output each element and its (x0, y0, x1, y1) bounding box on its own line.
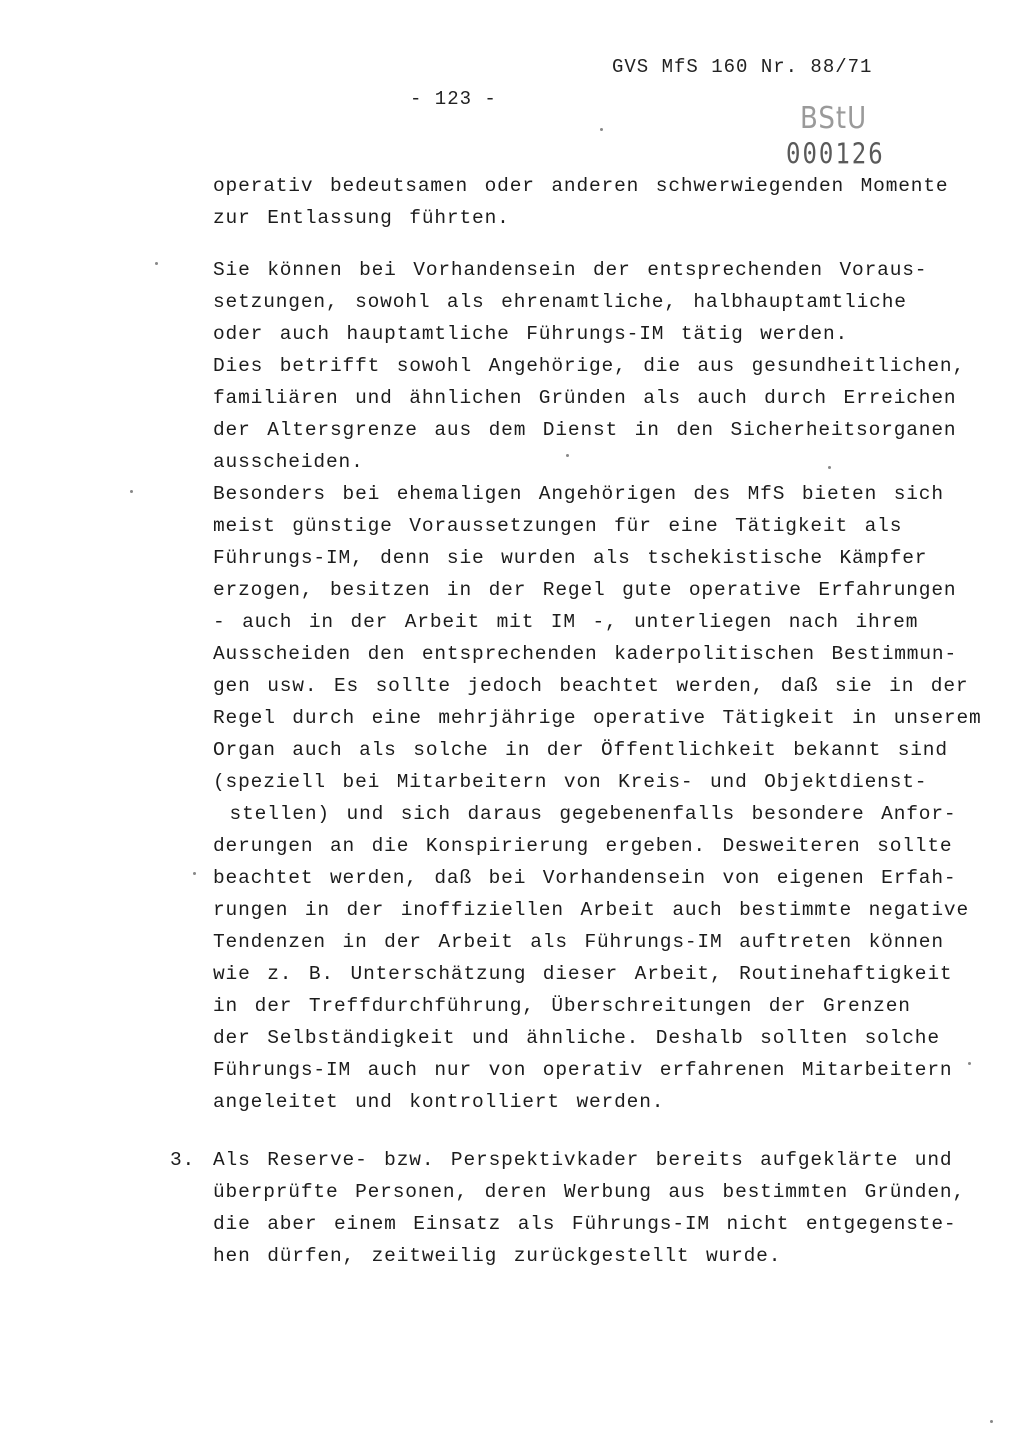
text-line: in der Treffdurchführung, Überschreitungen der Grenzen (213, 995, 911, 1017)
text-line: Führungs-IM, denn sie wurden als tschekistische Kämpfer (213, 547, 928, 569)
text-line: hen dürfen, zeitweilig zurückgestellt wurde. (213, 1245, 782, 1267)
text-line: angeleitet und kontrolliert werden. (213, 1091, 665, 1113)
continuation-paragraph (213, 170, 993, 234)
text-line: setzungen, sowohl als ehrenamtliche, halbhauptamtliche (213, 291, 907, 313)
scan-speck (193, 872, 196, 875)
text-line: überprüfte Personen, deren Werbung aus bestimmten Gründen, (213, 1181, 966, 1203)
text-line: zur Entlassung führten. (213, 207, 510, 229)
text-line: operativ bedeutsamen oder anderen schwerwiegenden Momente (213, 175, 949, 197)
scan-speck (130, 490, 133, 493)
text-line: wie z. B. Unterschätzung dieser Arbeit, Routinehaftigkeit (213, 963, 953, 985)
text-line: erzogen, besitzen in der Regel gute operative Erfahrungen (213, 579, 957, 601)
text-line: Als Reserve- bzw. Perspektivkader bereits aufgeklärte und (213, 1149, 953, 1171)
document-reference: GVS MfS 160 Nr. 88/71 (612, 56, 873, 78)
text-line: ausscheiden. (213, 451, 364, 473)
scan-speck (566, 454, 569, 457)
text-line: familiären und ähnlichen Gründen als auch durch Erreichen (213, 387, 957, 409)
archive-stamp: BStU (800, 101, 868, 137)
main-paragraph (213, 254, 993, 1118)
scan-speck (828, 466, 831, 469)
scan-speck (155, 262, 158, 265)
list-item-3 (213, 1144, 993, 1272)
text-line: Tendenzen in der Arbeit als Führungs-IM auftreten können (213, 931, 944, 953)
scan-speck (968, 1062, 971, 1065)
text-line: - auch in der Arbeit mit IM -, unterliegen nach ihrem (213, 611, 919, 633)
text-line: Besonders bei ehemaligen Angehörigen des MfS bieten sich (213, 483, 944, 505)
text-line: Dies betrifft sowohl Angehörige, die aus gesundheitlichen, (213, 355, 966, 377)
text-line: Organ auch als solche in der Öffentlichkeit bekannt sind (213, 739, 948, 761)
text-line: oder auch hauptamtliche Führungs-IM tätig werden. (213, 323, 849, 345)
text-line: meist günstige Voraussetzungen für eine Tätigkeit als (213, 515, 903, 537)
text-line: der Altersgrenze aus dem Dienst in den Sicherheitsorganen (213, 419, 957, 441)
text-line: gen usw. Es sollte jedoch beachtet werden, daß sie in der (213, 675, 969, 697)
text-line: Führungs-IM auch nur von operativ erfahrenen Mitarbeitern (213, 1059, 953, 1081)
page-number: - 123 - (410, 88, 497, 110)
text-line: die aber einem Einsatz als Führungs-IM nicht entgegenste- (213, 1213, 957, 1235)
text-line: rungen in der inoffiziellen Arbeit auch bestimmte negative (213, 899, 970, 921)
text-line: derungen an die Konspirierung ergeben. Desweiteren sollte (213, 835, 953, 857)
scan-speck (990, 1420, 993, 1423)
archive-stamp-number: 000126 (786, 137, 885, 171)
text-line: (speziell bei Mitarbeitern von Kreis- und Objektdienst- (213, 771, 928, 793)
text-line: der Selbständigkeit und ähnliche. Deshalb sollten solche (213, 1027, 940, 1049)
list-item-marker: 3. (170, 1149, 196, 1171)
text-line: Sie können bei Vorhandensein der entsprechenden Voraus- (213, 259, 928, 281)
text-line: stellen) und sich daraus gegebenenfalls besondere Anfor- (213, 803, 957, 825)
scan-speck (600, 128, 603, 131)
text-line: Ausscheiden den entsprechenden kaderpolitischen Bestimmun- (213, 643, 958, 665)
text-line: Regel durch eine mehrjährige operative Tätigkeit in unserem (213, 707, 982, 729)
text-line: beachtet werden, daß bei Vorhandensein von eigenen Erfah- (213, 867, 957, 889)
